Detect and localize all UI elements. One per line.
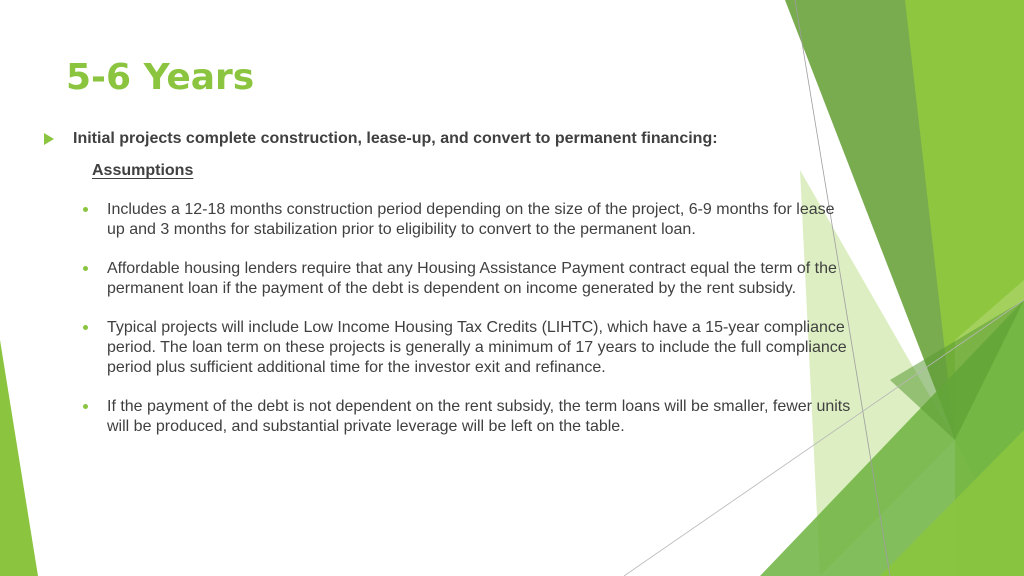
list-item-text: If the payment of the debt is not dependent on the rent subsidy, the term loans will be smaller, fewer units will be produced, and substantial private leverage will be left on the table. <box>107 398 851 435</box>
bullet-dot-icon <box>83 325 88 330</box>
list-item-text: Includes a 12-18 months construction period depending on the size of the project, 6-9 months for lease up and 3 months for stabilization prior to eligibility to convert to the permanent loan. <box>107 201 835 238</box>
bullet-dot-icon <box>83 207 88 212</box>
facet-left-edge <box>0 340 38 576</box>
arrow-bullet-icon <box>44 133 54 145</box>
list-item <box>82 397 852 436</box>
list-item-text: Affordable housing lenders require that any Housing Assistance Payment contract equal the term of the permanent loan if the payment of the debt is dependent on income generated by the rent subsidy. <box>107 260 837 297</box>
list-item <box>82 200 852 239</box>
list-item <box>82 259 852 298</box>
list-item-text: Typical projects will include Low Income Housing Tax Credits (LIHTC), which have a 15-year compliance period. The loan term on these projects is generally a minimum of 17 years to include the full compliance period plus sufficient additional time for the investor exit and refinance. <box>107 319 847 376</box>
list-item <box>82 318 852 377</box>
bullet-dot-icon <box>83 404 88 409</box>
bullet-dot-icon <box>83 266 88 271</box>
main-bullet-text: Initial projects complete construction, lease-up, and convert to permanent financing: <box>73 130 718 147</box>
assumptions-list <box>82 200 852 456</box>
slide-title: 5-6 Years <box>66 57 255 98</box>
assumptions-heading: Assumptions <box>92 162 194 179</box>
